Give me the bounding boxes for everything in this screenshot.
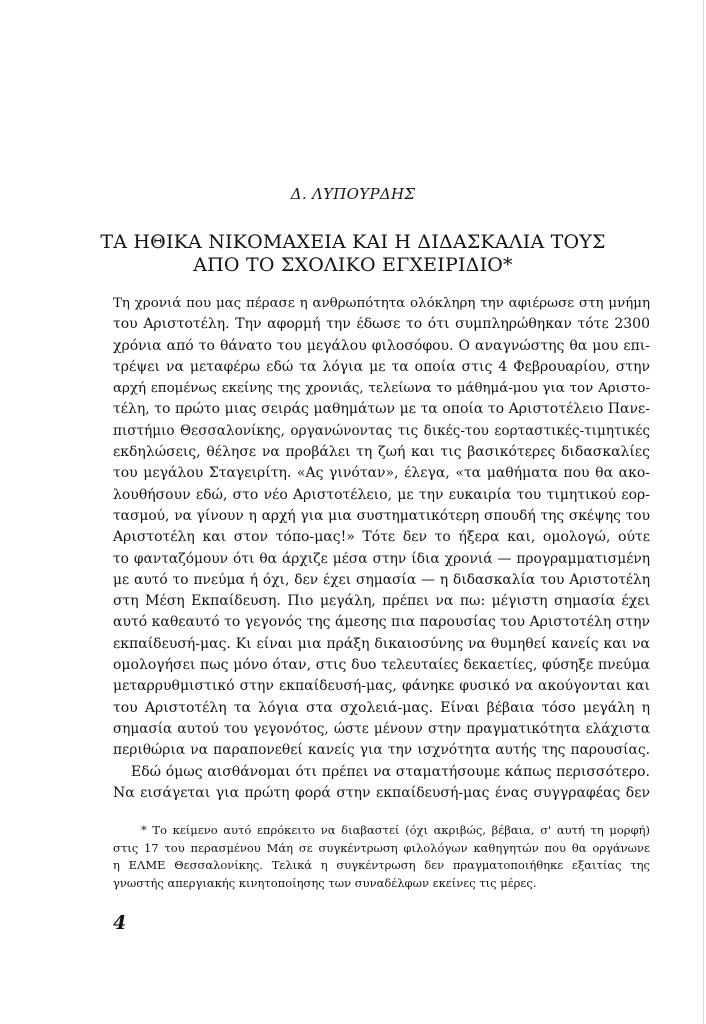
body-line: το φανταζόμουν ότι θα άρχιζε μέσα στην ίδια χρονιά — προγραμματισμένη xyxy=(113,550,650,567)
body-line: Εδώ όμως αισθάνομαι ότι πρέπει να σταματήσουμε κάπως περισσότερο. xyxy=(131,763,650,780)
body-line: ομολογήσει πως μόνο όταν, στις δυο τελευταίες δεκαετίες, φύσηξε πνεύμα xyxy=(113,657,650,674)
body-line: τασμού, να γίνουν η αρχή για μια συστηματικότερη σπουδή της σκέψης του xyxy=(113,507,650,524)
body-line: του Αριστοτέλη τα λόγια στα σχολειά-μας. Είναι βέβαια τόσο μεγάλη η xyxy=(113,699,650,716)
footnote-line: η ΕΛΜΕ Θεσσαλονίκης. Τελικά η συγκέντρωση δεν πραγματοποιήθηκε εξαιτίας της xyxy=(113,858,650,872)
body-line: σημασία αυτού του γεγονότος, ώστε μένουν στην πραγματικότητα ελάχιστα xyxy=(113,720,650,737)
title-line: ΤΑ ΗΘΙΚΑ ΝΙΚΟΜΑΧΕΙΑ ΚΑΙ Η ΔΙΔΑΣΚΑΛΙΑ ΤΟΥΣ xyxy=(100,231,606,253)
footnote-line: στις 17 του περασμένου Μάη σε συγκέντρωση φιλολόγων καθηγητών που θα οργάνωνε xyxy=(113,840,650,855)
footnote xyxy=(113,822,650,892)
body-line: τέλη, το πρώτο μιας σειράς μαθημάτων με τα οποία το Αριστοτέλειο Πανε- xyxy=(113,401,650,418)
body-line: εκπαίδευσή-μας. Κι είναι μια πράξη δικαιοσύνης να θυμηθεί κανείς και να xyxy=(113,635,650,652)
body-line: Αριστοτέλη και στον τόπο-μας!» Τότε δεν το ήξερα και, ομολογώ, ούτε xyxy=(113,529,650,546)
body-line: στη Μέση Εκπαίδευση. Πιο μεγάλη, πρέπει να πω: μέγιστη σημασία έχει xyxy=(113,593,650,610)
author-name: Δ. ΛΥΠΟΥΡΔΗΣ xyxy=(290,185,416,203)
body-line: του Αριστοτέλη. Την αφορμή την έδωσε το ότι συμπληρώθηκαν τότε 2300 xyxy=(113,316,650,333)
body-line: αυτό καθεαυτό το γεγονός της άμεσης πια παρουσίας του Αριστοτέλη στην xyxy=(113,614,650,631)
footnote-line: * Το κείμενο αυτό επρόκειτο να διαβαστεί (όχι ακριβώς, βέβαια, σ' αυτή τη μορφή) xyxy=(141,823,650,837)
body-line: Τη χρονιά που μας πέρασε η ανθρωπότητα ολόκληρη την αφιέρωσε στη μνήμη xyxy=(113,296,650,311)
article-title xyxy=(0,231,706,277)
body-line: του μεγάλου Σταγειρίτη. «Ας γινόταν», έλεγα, «τα μαθήματα που θα ακο- xyxy=(113,465,650,482)
footnote-line: γνωστής απεργιακής κινητοποίησης των συναδέλφων εκείνες τις μέρες. xyxy=(113,875,537,890)
body-line: λουθήσουν εδώ, στο νέο Αριστοτέλειο, με την ευκαιρία του τιμητικού εορ- xyxy=(113,486,650,503)
body-line: Να εισάγεται για πρώτη φορά στην εκπαίδευσή-μας ένας συγγραφέας δεν xyxy=(113,784,650,801)
body-line: εκδηλώσεις, θέλησε να προβάλει τη ζωή και τις βασικότερες διδασκαλίες xyxy=(113,444,650,461)
body-text xyxy=(113,293,650,804)
body-line: αρχή επομένως εκείνης της χρονιάς, τελείωνα το μάθημά-μου για τον Αριστο- xyxy=(113,381,650,397)
body-line: πιστήμιο Θεσσαλονίκης, οργανώνοντας τις δικές-του εορταστικές-τιμητικές xyxy=(113,422,650,439)
body-line: μεταρρυθμιστικό στην εκπαίδευσή-μας, φάνηκε φυσικό να ακούγονται και xyxy=(113,678,650,695)
title-line: ΑΠΟ ΤΟ ΣΧΟΛΙΚΟ ΕΓΧΕΙΡΙΔΙΟ* xyxy=(193,254,513,276)
page-edge-line xyxy=(703,0,704,1024)
body-line: περιθώρια να παραπονεθεί κανείς για την ισχνότητα αυτής της παρουσίας. xyxy=(113,742,650,759)
body-line: τρέψει να μεταφέρω εδώ τα λόγια με τα οποία στις 4 Φεβρουαρίου, στην xyxy=(113,358,650,375)
body-line: με αυτό το πνεύμα ή όχι, δεν έχει σημασία — η διδασκαλία του Αριστοτέλη xyxy=(113,571,650,588)
body-line: χρόνια από το θάνατο του μεγάλου φιλοσόφου. Ο αναγνώστης θα μου επι- xyxy=(113,337,650,354)
page-number: 4 xyxy=(113,912,127,934)
